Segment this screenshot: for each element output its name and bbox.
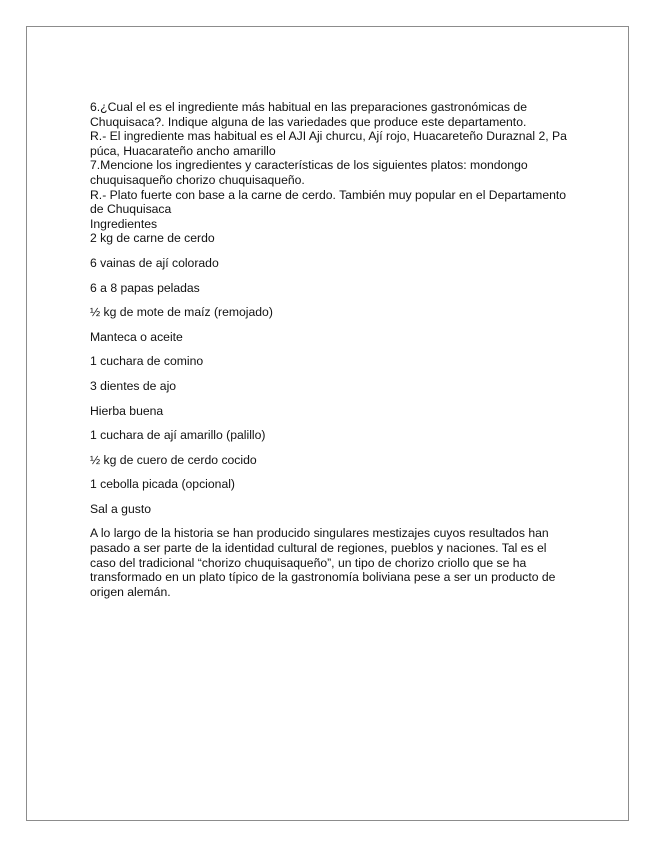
question-6: 6.¿Cual el es el ingrediente más habitual en las preparaciones gastronómicas de Chuquisaca?. Indique alguna de las variedades que produce este departamento.	[90, 100, 527, 129]
question-7: 7.Mencione los ingredientes y características de los siguientes platos: mondongo chuquisaqueño chorizo chuquisaqueño.	[90, 158, 528, 187]
answer-6: R.- El ingrediente mas habitual es el AJI Aji churcu, Ají rojo, Huacareteño Duraznal 2, Pa púca, Huacarateño ancho amarillo	[90, 129, 567, 158]
ingredient-item: 3 dientes de ajo	[90, 378, 177, 393]
document-page	[26, 26, 629, 821]
ingredients-title: Ingredientes	[90, 216, 158, 231]
ingredient-item: 1 cuchara de comino	[90, 354, 204, 369]
ingredient-item: 1 cebolla picada (opcional)	[90, 477, 235, 492]
ingredient-item: 1 cuchara de ají amarillo (palillo)	[90, 428, 266, 443]
document-content	[90, 100, 568, 599]
closing-paragraph: A lo largo de la historia se han producido singulares mestizajes cuyos resultados han pasado a ser parte de la identidad cultural de regiones, pueblos y naciones. Tal es el caso del tradicional “chorizo chuquisaqueño”, un tipo de chorizo criollo que se ha transformado en un plato típico de la gastronomía boliviana pese a ser un producto de origen alemán.	[90, 526, 556, 599]
ingredient-item: Manteca o aceite	[90, 329, 183, 344]
ingredient-item: ½ kg de mote de maíz (remojado)	[90, 305, 273, 320]
ingredient-item: ½ kg de cuero de cerdo cocido	[90, 452, 257, 467]
answer-7: R.- Plato fuerte con base a la carne de cerdo. También muy popular en el Departamento de Chuquisaca	[90, 187, 567, 217]
ingredient-item: 2 kg de carne de cerdo	[90, 231, 215, 246]
ingredients-list	[90, 231, 568, 516]
ingredient-item: Sal a gusto	[90, 501, 151, 516]
ingredient-item: Hierba buena	[90, 403, 164, 418]
ingredient-item: 6 vainas de ají colorado	[90, 255, 219, 270]
ingredient-item: 6 a 8 papas peladas	[90, 280, 200, 295]
